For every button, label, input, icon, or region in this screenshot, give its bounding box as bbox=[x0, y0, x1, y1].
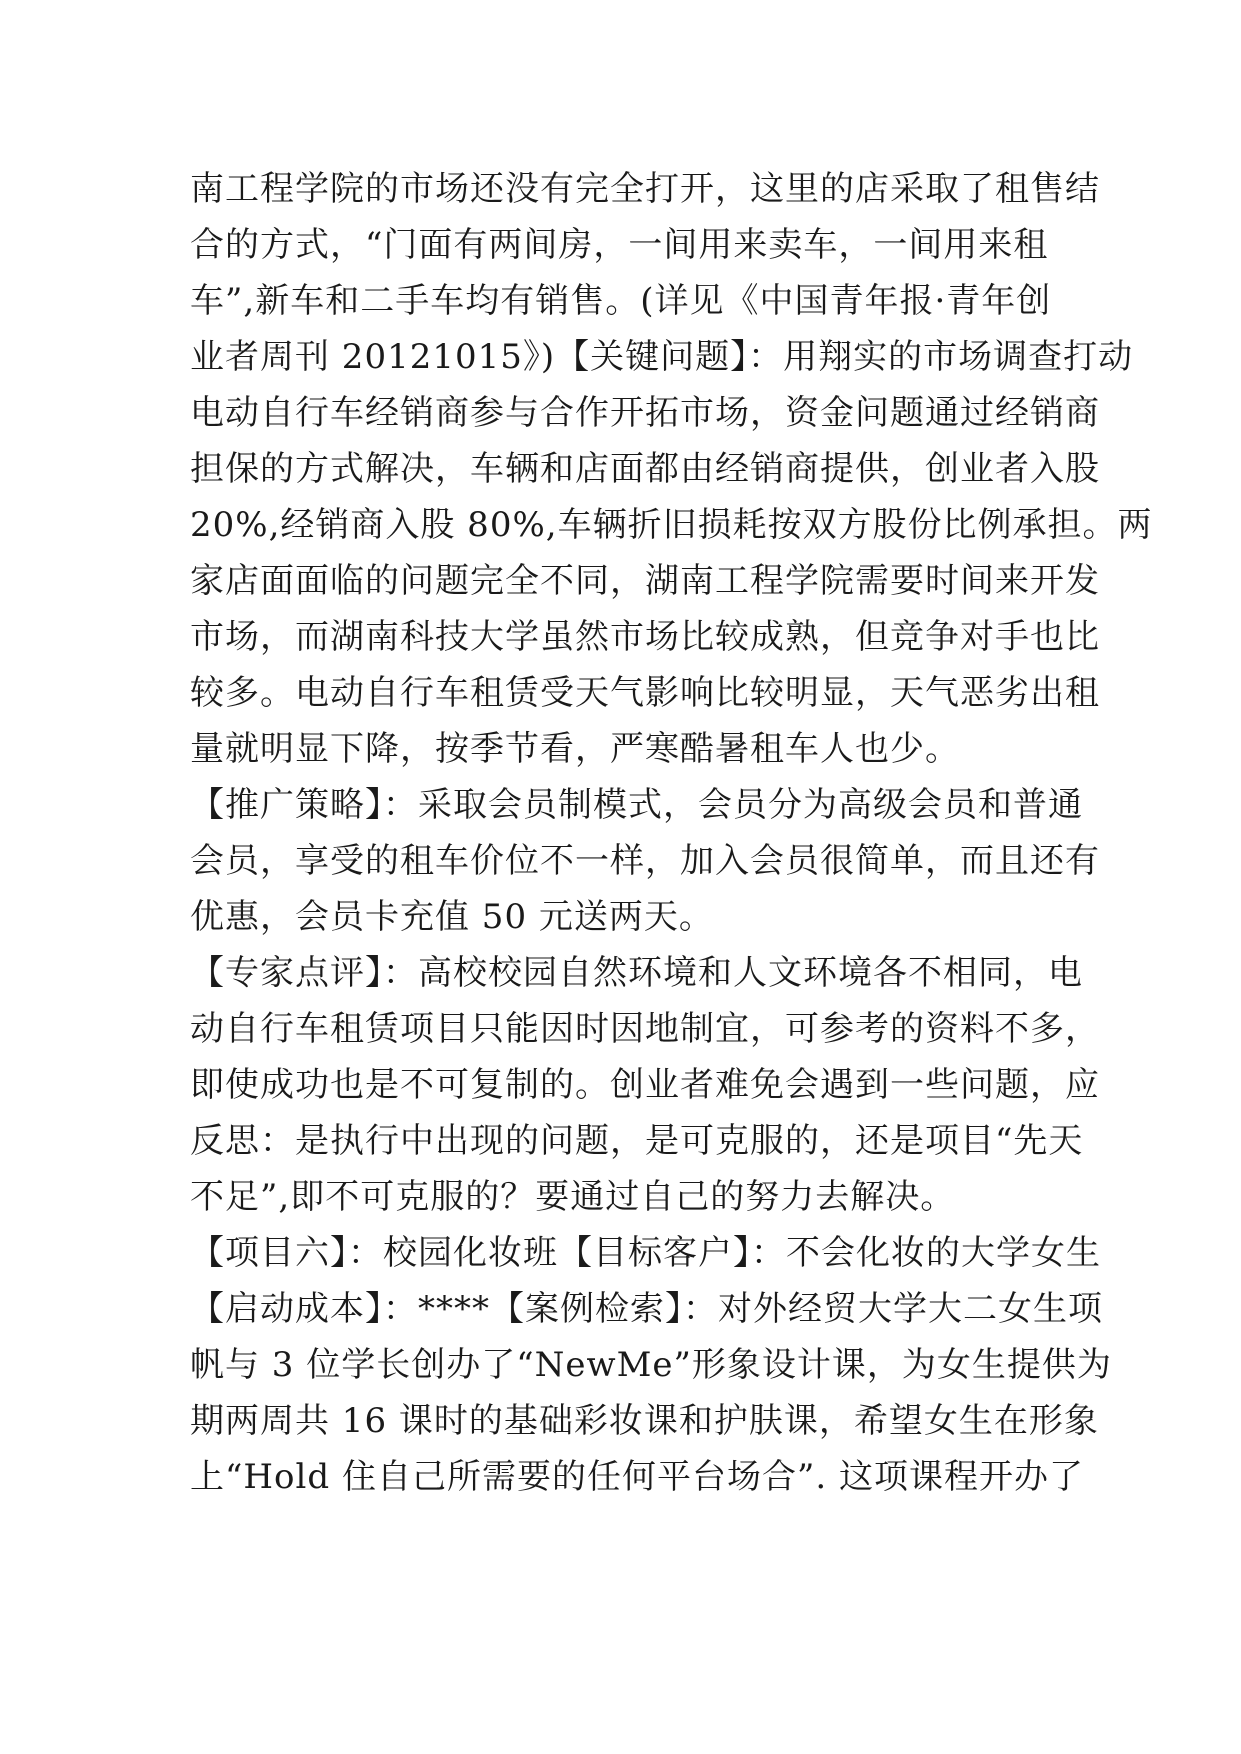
text-line: 反思：是执行中出现的问题，是可克服的，还是项目“先天 bbox=[190, 1121, 1084, 1161]
text-line: 市场，而湖南科技大学虽然市场比较成熟，但竞争对手也比 bbox=[190, 617, 1100, 657]
text-line: 业者周刊 20121015》)【关键问题】：用翔实的市场调查打动 bbox=[190, 337, 1134, 377]
text-line: 【专家点评】：高校校园自然环境和人文环境各不相同，电 bbox=[190, 953, 1083, 993]
text-line: 期两周共 16 课时的基础彩妆课和护肤课，希望女生在形象 bbox=[190, 1401, 1099, 1441]
text-line: 较多。电动自行车租赁受天气影响比较明显，天气恶劣出租 bbox=[190, 673, 1100, 713]
text-line: 【推广策略】：采取会员制模式，会员分为高级会员和普通 bbox=[190, 785, 1083, 825]
text-line: 【项目六】：校园化妆班【目标客户】：不会化妆的大学女生 bbox=[190, 1233, 1101, 1273]
text-line: 会员，享受的租车价位不一样，加入会员很简单，而且还有 bbox=[190, 841, 1100, 881]
text-line: 即使成功也是不可复制的。创业者难免会遇到一些问题，应 bbox=[190, 1065, 1100, 1105]
text-line: 车”,新车和二手车均有销售。(详见《中国青年报·青年创 bbox=[190, 281, 1052, 321]
text-line: 上“Hold 住自己所需要的任何平台场合”. 这项课程开办了 bbox=[190, 1457, 1084, 1497]
text-line: 南工程学院的市场还没有完全打开，这里的店采取了租售结 bbox=[190, 169, 1100, 209]
text-line: 合的方式，“门面有两间房，一间用来卖车，一间用来租 bbox=[190, 225, 1049, 265]
text-line: 优惠，会员卡充值 50 元送两天。 bbox=[190, 897, 714, 937]
text-line: 担保的方式解决，车辆和店面都由经销商提供，创业者入股 bbox=[190, 449, 1100, 489]
text-line: 电动自行车经销商参与合作开拓市场，资金问题通过经销商 bbox=[190, 393, 1100, 433]
text-line: 不足”,即不可克服的？要通过自己的努力去解决。 bbox=[190, 1177, 956, 1217]
body-text bbox=[190, 161, 1153, 1505]
text-line: 帆与 3 位学长创办了“NewMe”形象设计课，为女生提供为 bbox=[190, 1345, 1112, 1385]
text-line: 家店面面临的问题完全不同，湖南工程学院需要时间来开发 bbox=[190, 561, 1100, 601]
text-line: 【启动成本】：****【案例检索】：对外经贸大学大二女生项 bbox=[190, 1289, 1103, 1329]
text-line: 量就明显下降，按季节看，严寒酷暑租车人也少。 bbox=[190, 729, 960, 769]
text-line: 动自行车租赁项目只能因时因地制宜，可参考的资料不多， bbox=[190, 1009, 1100, 1049]
text-line: 20%,经销商入股 80%,车辆折旧损耗按双方股份比例承担。两 bbox=[190, 505, 1153, 545]
